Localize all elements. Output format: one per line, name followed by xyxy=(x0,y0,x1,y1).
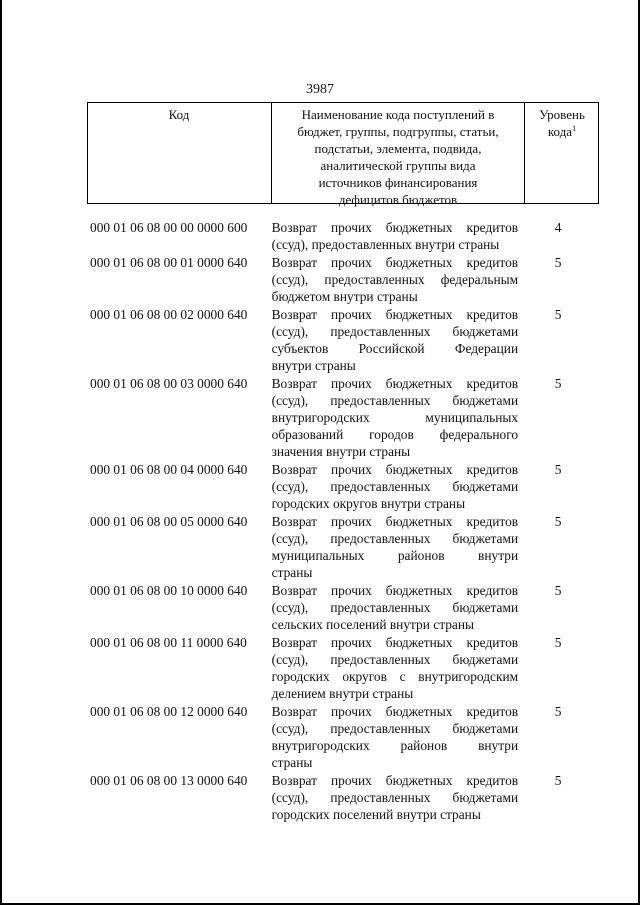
table-row xyxy=(90,254,590,305)
row-name-line: сельских поселений внутри страны xyxy=(271,617,475,632)
row-name-line: Возврат прочих бюджетных кредитов xyxy=(271,773,519,788)
row-name-line: (ссуд), предоставленных бюджетами xyxy=(271,652,519,667)
row-level: 5 xyxy=(554,635,562,650)
header-level-word: кода xyxy=(547,124,573,139)
table-row xyxy=(90,306,590,374)
row-level: 5 xyxy=(554,704,562,719)
row-name-line: (ссуд), предоставленных бюджетами xyxy=(271,531,519,546)
row-code: 000 01 06 08 00 13 0000 640 xyxy=(90,773,248,788)
row-name-line: (ссуд), предоставленных бюджетами xyxy=(271,324,519,339)
row-name xyxy=(272,254,519,305)
row-name-line: Возврат прочих бюджетных кредитов xyxy=(271,376,519,391)
header-level-line2 xyxy=(525,123,599,140)
row-name-line: Возврат прочих бюджетных кредитов xyxy=(271,220,519,235)
scan-edge-left xyxy=(0,0,2,905)
row-name-line: (ссуд), предоставленных внутри страны xyxy=(271,237,500,252)
row-code: 000 01 06 08 00 01 0000 640 xyxy=(90,255,248,270)
table-row xyxy=(90,772,590,823)
row-code: 000 01 06 08 00 04 0000 640 xyxy=(90,462,248,477)
header-name-line: подстатьи, элемента, подвида, xyxy=(314,141,482,156)
row-name-line: бюджетом внутри страны xyxy=(271,289,418,304)
row-name-line: муниципальных районов внутри xyxy=(271,548,519,563)
row-code: 000 01 06 08 00 11 0000 640 xyxy=(90,635,247,650)
header-name-line: бюджет, группы, подгруппы, статьи, xyxy=(297,124,499,139)
row-name-line: Возврат прочих бюджетных кредитов xyxy=(271,635,519,650)
row-level: 4 xyxy=(554,220,562,235)
row-name-line: городских округов с внутригородским xyxy=(271,669,519,684)
row-code: 000 01 06 08 00 02 0000 640 xyxy=(90,307,248,322)
table-row xyxy=(90,513,590,581)
row-name xyxy=(272,461,519,512)
row-name-line: внутригородских муниципальных xyxy=(271,410,519,425)
row-name-line: субъектов Российской Федерации xyxy=(271,341,519,356)
row-name-line: страны xyxy=(271,565,313,580)
header-name xyxy=(272,106,524,208)
row-name-line: (ссуд), предоставленных бюджетами xyxy=(271,479,519,494)
row-name-line: городских поселений внутри страны xyxy=(271,807,481,822)
table-row xyxy=(90,219,590,253)
row-name-line: Возврат прочих бюджетных кредитов xyxy=(271,307,519,322)
row-level: 5 xyxy=(554,307,562,322)
page-number: 3987 xyxy=(306,82,334,97)
row-name-line: делением внутри страны xyxy=(271,686,414,701)
header-name-line: источников финансирования xyxy=(318,175,478,190)
table-row xyxy=(90,703,590,771)
row-level: 5 xyxy=(554,376,562,391)
row-name-line: значения внутри страны xyxy=(271,444,411,459)
table-row xyxy=(90,634,590,702)
row-name xyxy=(272,582,519,633)
row-name-line: Возврат прочих бюджетных кредитов xyxy=(271,704,519,719)
row-name-line: (ссуд), предоставленных бюджетами xyxy=(271,721,519,736)
row-name xyxy=(272,634,519,702)
row-name-line: Возврат прочих бюджетных кредитов xyxy=(271,583,519,598)
row-level: 5 xyxy=(554,514,562,529)
row-name xyxy=(272,306,519,374)
row-code: 000 01 06 08 00 10 0000 640 xyxy=(90,583,248,598)
row-level: 5 xyxy=(554,773,562,788)
row-name-line: страны xyxy=(271,755,313,770)
row-name xyxy=(272,375,519,460)
row-name-line: (ссуд), предоставленных бюджетами xyxy=(271,393,519,408)
row-name-line: внутри страны xyxy=(271,358,356,373)
row-name-line: внутригородских районов внутри xyxy=(271,738,519,753)
row-name-line: образований городов федерального xyxy=(271,427,519,442)
row-name xyxy=(272,513,519,581)
row-name xyxy=(272,219,519,253)
row-name-line: Возврат прочих бюджетных кредитов xyxy=(271,514,519,529)
row-name-line: Возврат прочих бюджетных кредитов xyxy=(271,462,519,477)
row-code: 000 01 06 08 00 05 0000 640 xyxy=(90,514,248,529)
header-name-line: аналитической группы вида xyxy=(320,158,476,173)
row-name xyxy=(272,703,519,771)
row-name xyxy=(272,772,519,823)
header-name-line: дефицитов бюджетов xyxy=(338,192,458,207)
table-row xyxy=(90,582,590,633)
table-row xyxy=(90,461,590,512)
header-name-line: Наименование кода поступлений в xyxy=(301,107,495,122)
row-level: 5 xyxy=(554,255,562,270)
header-code: Код xyxy=(168,107,190,122)
header-level-line1: Уровень xyxy=(539,107,585,122)
header-level xyxy=(525,106,599,140)
row-name-line: (ссуд), предоставленных бюджетами xyxy=(271,600,519,615)
table-row xyxy=(90,375,590,460)
table-header xyxy=(87,102,599,207)
row-name-line: (ссуд), предоставленных бюджетами xyxy=(271,790,519,805)
row-code: 000 01 06 08 00 03 0000 640 xyxy=(90,376,248,391)
footnote-marker: 1 xyxy=(572,124,577,133)
row-code: 000 01 06 08 00 12 0000 640 xyxy=(90,704,248,719)
row-level: 5 xyxy=(554,462,562,477)
row-name-line: Возврат прочих бюджетных кредитов xyxy=(271,255,519,270)
row-name-line: городских округов внутри страны xyxy=(271,496,466,511)
row-name-line: (ссуд), предоставленных федеральным xyxy=(271,272,519,287)
row-level: 5 xyxy=(554,583,562,598)
row-code: 000 01 06 08 00 00 0000 600 xyxy=(90,220,248,235)
table-body xyxy=(90,219,590,823)
